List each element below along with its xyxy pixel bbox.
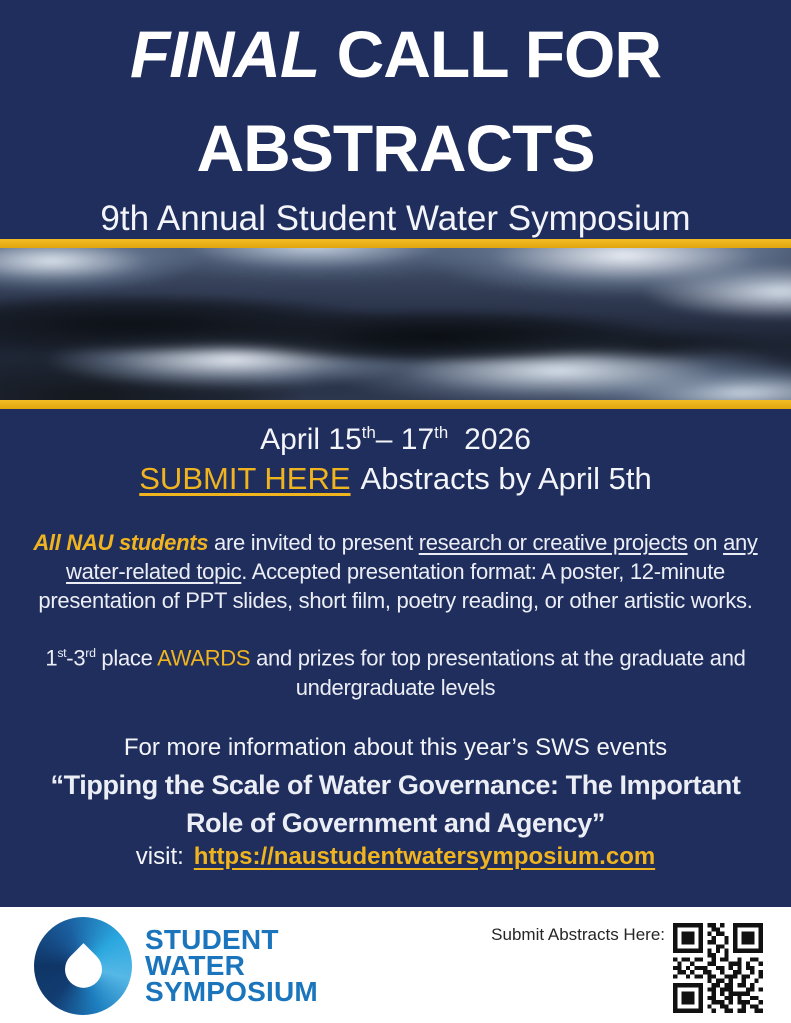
awards-line-2: undergraduate levels (295, 674, 496, 700)
event-dates (0, 415, 791, 458)
logo-line-water: WATER (145, 949, 246, 981)
date-end-ordinal: th (434, 423, 449, 443)
poster-title (0, 8, 791, 195)
logo-line-student: STUDENT (145, 923, 279, 955)
footer (0, 907, 791, 1023)
intro-line-3: presentation of PPT slides, short film, poetry reading, or other artistic works. (38, 588, 753, 614)
logo-wordmark (145, 923, 318, 1008)
date-end: – 17 (375, 423, 435, 457)
theme-quote (0, 766, 791, 842)
header (0, 0, 791, 239)
underline-any: any (723, 530, 758, 556)
submit-here-link[interactable]: SUBMIT HERE (139, 461, 351, 497)
dates-block (0, 415, 791, 500)
awards-block (0, 639, 791, 701)
nau-students-highlight: All NAU students (33, 530, 209, 556)
qr-code (673, 923, 763, 1013)
gold-divider-top (0, 239, 791, 248)
theme-quote-line-1: “Tipping the Scale of Water Governance: The Important (50, 769, 741, 800)
sws-logo (34, 917, 318, 1015)
water-ripples-image (0, 248, 791, 400)
date-start: April 15 (260, 423, 362, 457)
intro-line-1: All NAU students are invited to present research or creative projects on any (33, 530, 758, 556)
date-start-ordinal: th (361, 423, 376, 443)
intro-paragraph (0, 528, 791, 615)
underline-research-projects: research or creative projects (418, 530, 688, 556)
water-swirl-logo-icon (34, 917, 132, 1015)
title-final: FINAL (129, 17, 320, 91)
gold-divider-bottom (0, 400, 791, 409)
date-year: 2026 (464, 423, 531, 457)
poster-subtitle: 9th Annual Student Water Symposium (100, 199, 691, 239)
submit-deadline: Abstracts by April 5th (360, 461, 652, 497)
visit-label: visit: (135, 842, 184, 870)
submit-abstracts-group (491, 923, 763, 1013)
visit-line (0, 842, 791, 872)
title-rest: CALL FOR ABSTRACTS (196, 17, 662, 185)
awards-line-1: 1st-3rd place AWARDS and prizes for top presentations at the graduate and (45, 645, 746, 671)
water-photo (0, 248, 791, 400)
intro-line-2: water-related topic. Accepted presentation format: A poster, 12-minute (66, 559, 725, 585)
logo-line-symposium: SYMPOSIUM (145, 976, 318, 1008)
symposium-url-link[interactable]: https://naustudentwatersymposium.com (193, 842, 656, 870)
water-drop-icon (57, 943, 109, 995)
awards-highlight: AWARDS (157, 645, 251, 671)
submit-line (0, 458, 791, 500)
submit-abstracts-label: Submit Abstracts Here: (491, 925, 665, 944)
underline-water-topic: water-related topic (66, 559, 242, 585)
info-line: For more information about this year’s SWS events (123, 733, 668, 761)
theme-quote-line-2: Role of Government and Agency” (185, 807, 606, 838)
